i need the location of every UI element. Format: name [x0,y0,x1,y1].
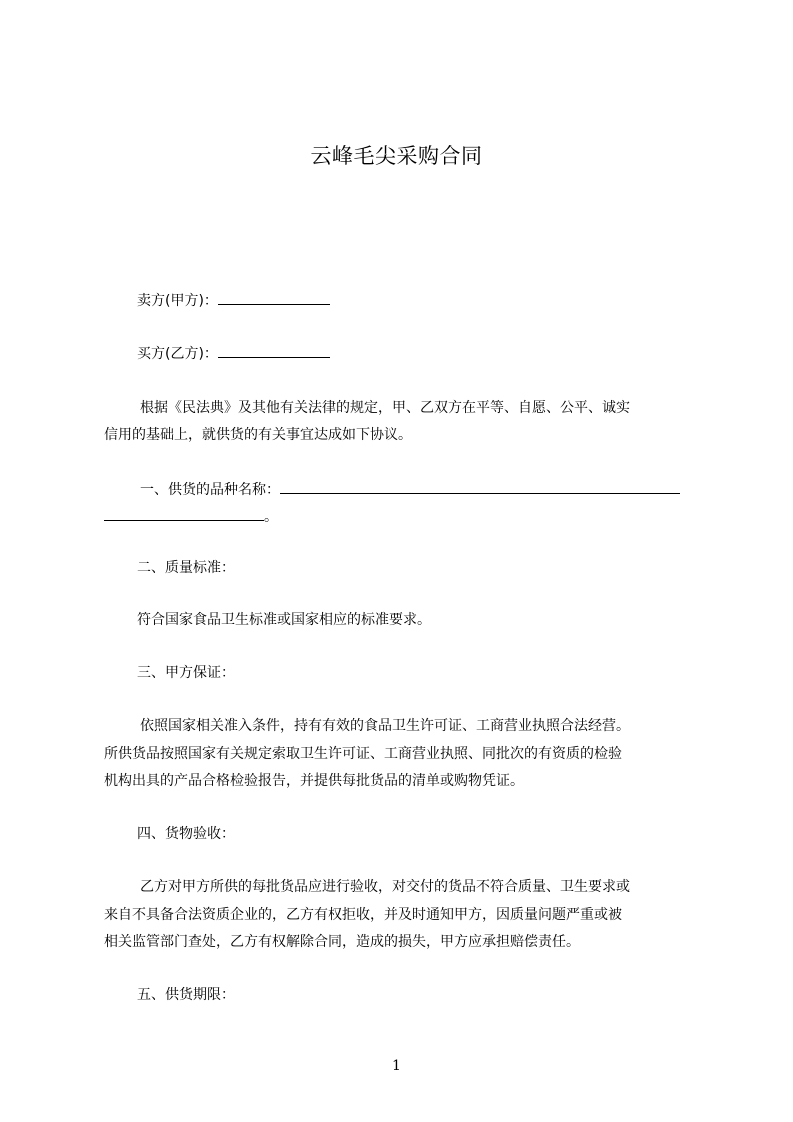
section-2-heading: 二、质量标准： [137,560,235,576]
section-2-body: 符合国家食品卫生标准或国家相应的标准要求。 [137,612,431,628]
seller-label: 卖方(甲方)： [137,293,218,309]
intro-line-2: 信用的基础上，就供货的有关事宜达成如下协议。 [104,427,412,443]
product-name-blank-cont [104,506,264,521]
section-4-line-1: 乙方对甲方所供的每批货品应进行验收，对交付的货品不符合质量、卫生要求或 [140,879,630,895]
seller-blank [218,290,330,305]
section-1-heading-line [140,479,680,500]
section-5-heading: 五、供货期限： [137,987,235,1003]
section-1-end: 。 [264,509,278,525]
buyer-field [137,343,330,364]
buyer-blank [218,343,330,358]
section-3-line-3: 机构出具的产品合格检验报告，并提供每批货品的清单或购物凭证。 [104,773,524,789]
product-name-blank [280,479,680,494]
intro-line-1: 根据《民法典》及其他有关法律的规定，甲、乙双方在平等、自愿、公平、诚实 [140,400,630,416]
section-3-line-1: 依照国家相关准入条件，持有有效的食品卫生许可证、工商营业执照合法经营。 [140,718,630,734]
section-1-heading: 一、供货的品种名称： [140,482,280,498]
buyer-label: 买方(乙方)： [137,346,218,362]
seller-field [137,290,330,311]
section-4-line-3: 相关监管部门查处，乙方有权解除合同，造成的损失，甲方应承担赔偿责任。 [104,934,580,950]
section-4-heading: 四、货物验收： [137,826,235,842]
section-3-line-2: 所供货品按照国家有关规定索取卫生许可证、工商营业执照、同批次的有资质的检验 [104,746,622,762]
section-4-line-2: 来自不具备合法资质企业的，乙方有权拒收，并及时通知甲方，因质量问题严重或被 [104,907,622,923]
section-1-continuation [104,506,278,527]
section-3-heading: 三、甲方保证： [137,665,235,681]
document-title: 云峰毛尖采购合同 [310,144,483,168]
page-number: 1 [392,1058,401,1074]
